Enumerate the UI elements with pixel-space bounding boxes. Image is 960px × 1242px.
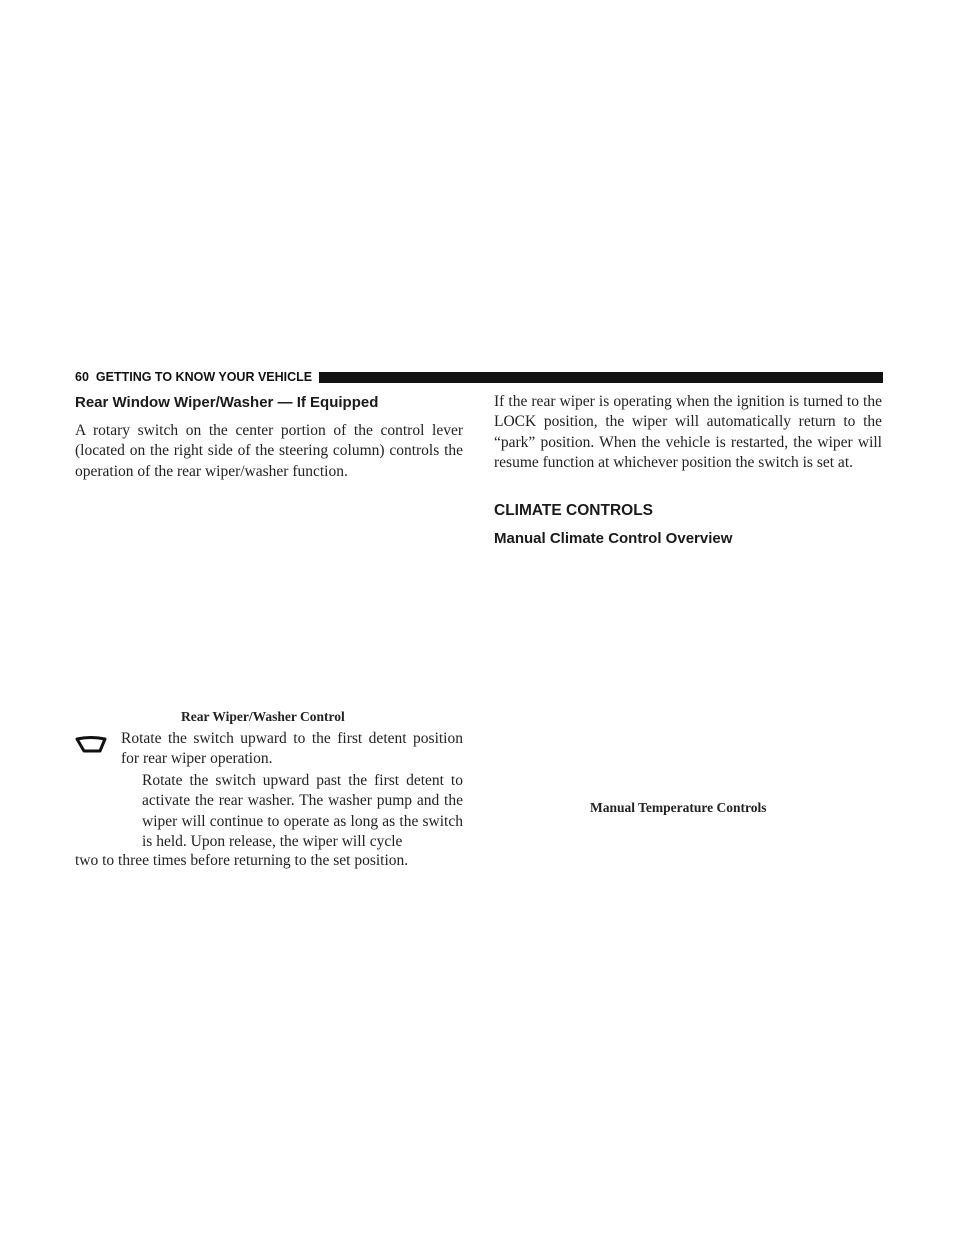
section-title: GETTING TO KNOW YOUR VEHICLE xyxy=(95,370,313,384)
rear-washer-icon-area xyxy=(75,772,125,822)
page-header xyxy=(75,370,883,384)
climate-controls-heading: CLIMATE CONTROLS xyxy=(494,502,654,519)
rear-wiper-instruction: Rotate the switch upward to the first detent position for rear wiper operation. xyxy=(121,730,463,768)
rear-wiper-figure xyxy=(75,490,463,700)
rear-wiper-icon xyxy=(75,734,107,754)
rear-wiper-intro: A rotary switch on the center portion of the control lever (located on the right side of the steering column) controls the operation of the rear wiper/washer function. xyxy=(75,422,463,480)
rear-wiper-lock-paragraph: If the rear wiper is operating when the ignition is turned to the LOCK position, the wiper will automatically return to the “park” position. When the vehicle is restarted, the wiper will resume function at whichever position the switch is set at. xyxy=(494,393,882,471)
header-rule xyxy=(319,372,883,383)
manual-temperature-caption: Manual Temperature Controls xyxy=(590,800,767,815)
page-number: 60 xyxy=(75,370,89,384)
rear-wiper-caption: Rear Wiper/Washer Control xyxy=(181,709,345,724)
rear-washer-continuation: two to three times before returning to the set position. xyxy=(75,852,409,869)
manual-climate-subheading: Manual Climate Control Overview xyxy=(494,530,733,547)
rear-wiper-heading: Rear Window Wiper/Washer — If Equipped xyxy=(75,394,379,411)
manual-temperature-figure xyxy=(494,558,882,790)
rear-washer-instruction: Rotate the switch upward past the first detent to activate the rear washer. The washer pump and the wiper will continue to operate as long as the switch is held. Upon release, the wiper will cycle xyxy=(142,772,463,850)
